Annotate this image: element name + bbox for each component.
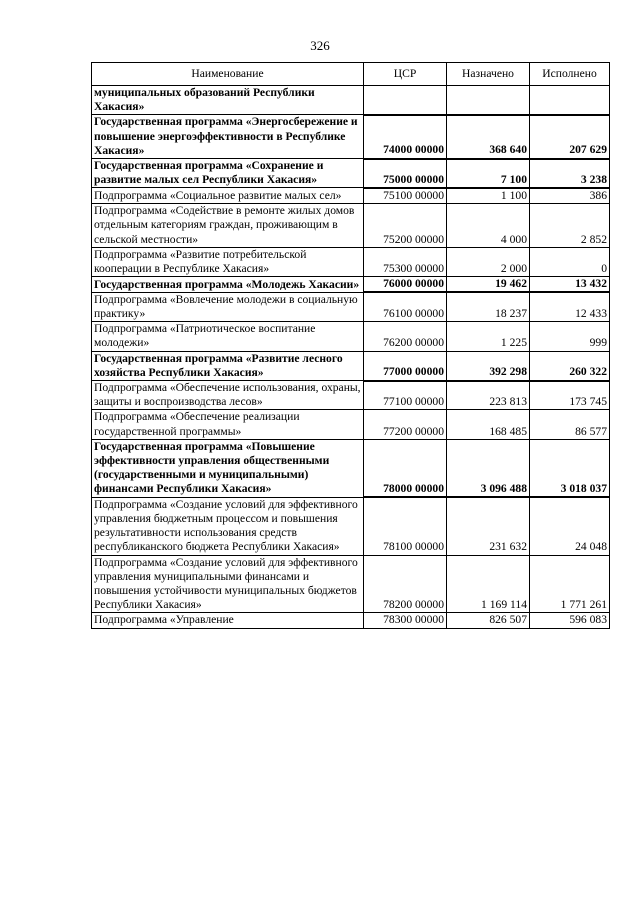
cell-planned: 392 298 [447, 351, 530, 380]
cell-executed: 173 745 [530, 381, 610, 410]
cell-executed: 386 [530, 188, 610, 204]
cell-planned: 18 237 [447, 292, 530, 321]
cell-csr: 75000 00000 [364, 159, 447, 188]
table-row [92, 439, 610, 497]
cell-name: муниципальных образований Республики Хакасия» [92, 86, 364, 115]
table-row [92, 555, 610, 613]
cell-planned: 168 485 [447, 410, 530, 439]
table-row [92, 613, 610, 628]
cell-csr: 78100 00000 [364, 497, 447, 555]
cell-csr: 74000 00000 [364, 115, 447, 159]
cell-executed: 24 048 [530, 497, 610, 555]
cell-executed [530, 86, 610, 115]
cell-name: Подпрограмма «Управление [92, 613, 364, 628]
cell-name: Подпрограмма «Содействие в ремонте жилых домов отдельным категориям граждан, проживающим в сельской местности» [92, 204, 364, 248]
cell-csr: 77100 00000 [364, 381, 447, 410]
cell-planned: 1 169 114 [447, 555, 530, 613]
table-row [92, 322, 610, 351]
table-body [92, 86, 610, 629]
cell-csr: 77000 00000 [364, 351, 447, 380]
cell-name: Подпрограмма «Развитие потребительской кооперации в Республике Хакасия» [92, 247, 364, 276]
cell-name: Подпрограмма «Вовлечение молодежи в социальную практику» [92, 292, 364, 321]
cell-planned: 2 000 [447, 247, 530, 276]
cell-planned: 826 507 [447, 613, 530, 628]
cell-planned: 368 640 [447, 115, 530, 159]
page-number: 326 [310, 38, 330, 53]
header-name: Наименование [92, 63, 364, 86]
cell-csr: 77200 00000 [364, 410, 447, 439]
table-header-row [92, 63, 610, 86]
table-row [92, 188, 610, 204]
cell-executed: 2 852 [530, 204, 610, 248]
cell-planned: 4 000 [447, 204, 530, 248]
cell-csr: 75300 00000 [364, 247, 447, 276]
cell-planned [447, 86, 530, 115]
cell-executed: 3 018 037 [530, 439, 610, 497]
cell-name: Подпрограмма «Создание условий для эффективного управления бюджетным процессом и повышения результативности использования средств республиканского бюджета Республики Хакасия» [92, 497, 364, 555]
cell-executed: 13 432 [530, 277, 610, 293]
cell-executed: 1 771 261 [530, 555, 610, 613]
table-row [92, 351, 610, 380]
table-row [92, 204, 610, 248]
table-row [92, 247, 610, 276]
cell-executed: 3 238 [530, 159, 610, 188]
cell-name: Государственная программа «Молодежь Хакасии» [92, 277, 364, 293]
table-row [92, 381, 610, 410]
cell-planned: 1 100 [447, 188, 530, 204]
header-csr: ЦСР [364, 63, 447, 86]
table-row [92, 159, 610, 188]
cell-csr: 76200 00000 [364, 322, 447, 351]
cell-name: Подпрограмма «Патриотическое воспитание молодежи» [92, 322, 364, 351]
cell-csr [364, 86, 447, 115]
table-row [92, 292, 610, 321]
cell-planned: 223 813 [447, 381, 530, 410]
cell-executed: 0 [530, 247, 610, 276]
cell-csr: 76000 00000 [364, 277, 447, 293]
cell-executed: 12 433 [530, 292, 610, 321]
cell-name: Подпрограмма «Обеспечение использования, охраны, защиты и воспроизводства лесов» [92, 381, 364, 410]
cell-name: Подпрограмма «Социальное развитие малых сел» [92, 188, 364, 204]
cell-csr: 75200 00000 [364, 204, 447, 248]
cell-csr: 75100 00000 [364, 188, 447, 204]
cell-csr: 78000 00000 [364, 439, 447, 497]
budget-execution-table [91, 62, 610, 629]
cell-planned: 19 462 [447, 277, 530, 293]
cell-executed: 596 083 [530, 613, 610, 628]
cell-executed: 999 [530, 322, 610, 351]
cell-csr: 78200 00000 [364, 555, 447, 613]
table-row [92, 497, 610, 555]
cell-planned: 7 100 [447, 159, 530, 188]
cell-csr: 78300 00000 [364, 613, 447, 628]
cell-planned: 3 096 488 [447, 439, 530, 497]
cell-executed: 260 322 [530, 351, 610, 380]
table-row [92, 277, 610, 293]
table-row [92, 86, 610, 115]
header-planned: Назначено [447, 63, 530, 86]
cell-name: Государственная программа «Энергосбережение и повышение энергоэффективности в Республике Хакасия» [92, 115, 364, 159]
cell-executed: 207 629 [530, 115, 610, 159]
cell-name: Подпрограмма «Обеспечение реализации государственной программы» [92, 410, 364, 439]
cell-executed: 86 577 [530, 410, 610, 439]
cell-name: Государственная программа «Сохранение и развитие малых сел Республики Хакасия» [92, 159, 364, 188]
cell-planned: 1 225 [447, 322, 530, 351]
header-executed: Исполнено [530, 63, 610, 86]
cell-name: Государственная программа «Повышение эффективности управления общественными (государственными и муниципальными) финансами Республики Хакасия» [92, 439, 364, 497]
table-row [92, 410, 610, 439]
table-row [92, 115, 610, 159]
cell-name: Государственная программа «Развитие лесного хозяйства Республики Хакасия» [92, 351, 364, 380]
cell-csr: 76100 00000 [364, 292, 447, 321]
cell-planned: 231 632 [447, 497, 530, 555]
cell-name: Подпрограмма «Создание условий для эффективного управления муниципальными финансами и повышения устойчивости муниципальных бюджетов Республики Хакасия» [92, 555, 364, 613]
